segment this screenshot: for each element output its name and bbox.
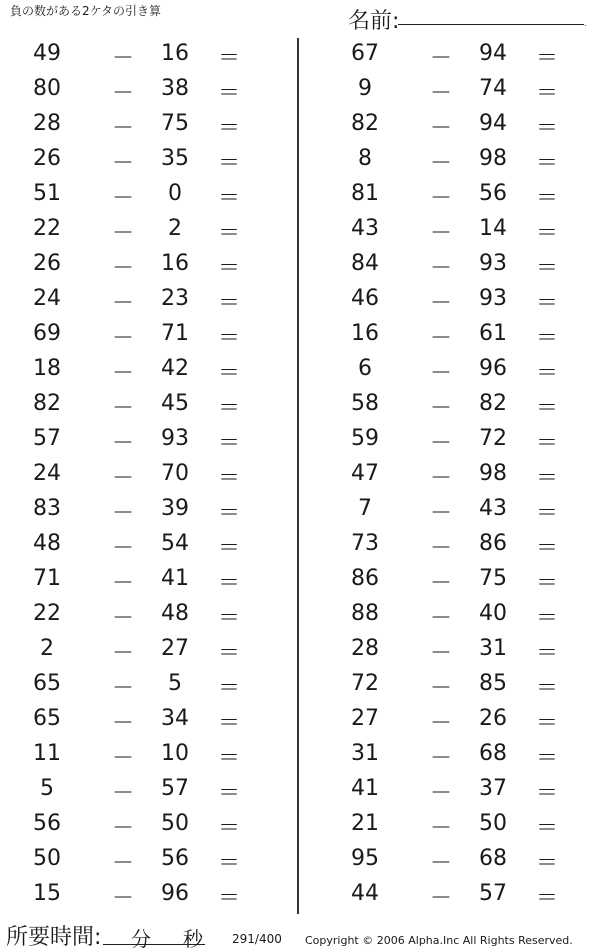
minuend: 59 [351,426,379,451]
minus-sign: － [111,501,134,526]
equals-sign: ＝ [535,466,558,491]
equals-sign: ＝ [535,186,558,211]
minuend: 95 [351,846,379,871]
equals-sign: ＝ [535,361,558,386]
minuend: 43 [351,216,379,241]
minuend: 28 [351,636,379,661]
problem-row [22,251,262,286]
minus-sign: － [429,606,452,631]
minuend: 88 [351,601,379,626]
subtrahend: 54 [161,531,189,556]
problem-row [22,356,262,391]
problem-row [340,111,580,146]
minuend: 65 [33,671,61,696]
minuend: 31 [351,741,379,766]
equals-sign: ＝ [217,186,240,211]
page-number: 291/400 [232,932,282,946]
minus-sign: － [429,536,452,561]
equals-sign: ＝ [535,221,558,246]
problem-row [22,636,262,671]
name-label: 名前: [348,9,400,34]
minus-sign: － [429,711,452,736]
equals-sign: ＝ [535,116,558,141]
problem-row [340,251,580,286]
minus-sign: － [111,606,134,631]
subtrahend: 23 [161,286,189,311]
minus-sign: － [111,396,134,421]
problem-row [22,881,262,916]
problem-row [22,741,262,776]
equals-sign: ＝ [535,536,558,561]
minuend: 69 [33,321,61,346]
minuend: 26 [33,146,61,171]
equals-sign: ＝ [217,501,240,526]
minuend: 27 [351,706,379,731]
minus-sign: － [429,466,452,491]
problem-row [340,391,580,426]
problem-row [340,811,580,846]
subtrahend: 93 [161,426,189,451]
minus-sign: － [111,431,134,456]
subtrahend: 94 [479,41,507,66]
subtrahend: 37 [479,776,507,801]
subtrahend: 70 [161,461,189,486]
minus-sign: － [111,256,134,281]
minuend: 48 [33,531,61,556]
subtrahend: 61 [479,321,507,346]
subtrahend: 93 [479,286,507,311]
minus-sign: － [429,291,452,316]
problem-row [340,881,580,916]
minuend: 49 [33,41,61,66]
minus-sign: － [111,326,134,351]
minus-sign: － [429,46,452,71]
time-label: 所要時間: [6,925,102,950]
minus-sign: － [429,816,452,841]
equals-sign: ＝ [535,326,558,351]
subtrahend: 93 [479,251,507,276]
minus-sign: － [111,151,134,176]
equals-sign: ＝ [217,886,240,911]
problem-row [22,566,262,601]
problem-row [22,321,262,356]
minus-sign: － [111,291,134,316]
equals-sign: ＝ [535,431,558,456]
problem-row [22,776,262,811]
minuend: 86 [351,566,379,591]
subtrahend: 96 [479,356,507,381]
minus-sign: － [429,116,452,141]
minus-sign: － [429,886,452,911]
problem-row [22,426,262,461]
minuend: 7 [358,496,372,521]
problem-row [340,636,580,671]
equals-sign: ＝ [535,46,558,71]
minuend: 56 [33,811,61,836]
equals-sign: ＝ [217,466,240,491]
equals-sign: ＝ [217,81,240,106]
subtrahend: 16 [161,251,189,276]
equals-sign: ＝ [535,571,558,596]
equals-sign: ＝ [217,816,240,841]
minuend: 82 [351,111,379,136]
equals-sign: ＝ [217,361,240,386]
subtrahend: 68 [479,846,507,871]
minus-sign: － [429,431,452,456]
copyright: Copyright © 2006 Alpha.Inc All Rights Reserved. [305,934,573,947]
problem-row [340,286,580,321]
equals-sign: ＝ [217,746,240,771]
equals-sign: ＝ [535,81,558,106]
minus-sign: － [429,151,452,176]
equals-sign: ＝ [217,711,240,736]
problem-row [340,776,580,811]
minuend: 65 [33,706,61,731]
problem-row [22,846,262,881]
minuend: 72 [351,671,379,696]
equals-sign: ＝ [535,816,558,841]
minuend: 47 [351,461,379,486]
minus-sign: － [111,711,134,736]
name-dot: . [584,19,587,28]
subtrahend: 10 [161,741,189,766]
subtrahend: 98 [479,146,507,171]
subtrahend: 50 [479,811,507,836]
minus-sign: － [429,221,452,246]
minuend: 2 [40,636,54,661]
subtrahend: 86 [479,531,507,556]
problem-row [22,496,262,531]
problem-row [22,811,262,846]
problem-row [22,76,262,111]
minuend: 24 [33,461,61,486]
equals-sign: ＝ [217,256,240,281]
minuend: 18 [33,356,61,381]
minus-sign: － [111,81,134,106]
subtrahend: 71 [161,321,189,346]
subtrahend: 68 [479,741,507,766]
subtrahend: 74 [479,76,507,101]
problem-row [22,601,262,636]
minus-sign: － [429,256,452,281]
minuend: 84 [351,251,379,276]
problem-row [22,146,262,181]
subtrahend: 45 [161,391,189,416]
problem-row [340,846,580,881]
subtrahend: 2 [168,216,182,241]
minus-sign: － [429,676,452,701]
equals-sign: ＝ [217,116,240,141]
minus-sign: － [111,816,134,841]
minus-sign: － [429,361,452,386]
minuend: 6 [358,356,372,381]
minus-sign: － [429,81,452,106]
problem-row [22,216,262,251]
minus-sign: － [111,641,134,666]
minus-sign: － [111,851,134,876]
equals-sign: ＝ [217,431,240,456]
minus-sign: － [111,571,134,596]
equals-sign: ＝ [535,746,558,771]
minuend: 16 [351,321,379,346]
minuend: 5 [40,776,54,801]
problem-row [22,461,262,496]
minus-sign: － [429,396,452,421]
minus-sign: － [111,536,134,561]
problem-row [22,706,262,741]
minuend: 73 [351,531,379,556]
minuend: 15 [33,881,61,906]
minuend: 80 [33,76,61,101]
problem-row [340,496,580,531]
problem-row [22,671,262,706]
minuend: 26 [33,251,61,276]
equals-sign: ＝ [217,221,240,246]
subtrahend: 39 [161,496,189,521]
minuend: 57 [33,426,61,451]
subtrahend: 75 [161,111,189,136]
name-blank [398,24,584,25]
subtrahend: 85 [479,671,507,696]
minus-sign: － [429,501,452,526]
subtrahend: 5 [168,671,182,696]
minuend: 71 [33,566,61,591]
equals-sign: ＝ [217,851,240,876]
minus-sign: － [429,641,452,666]
subtrahend: 16 [161,41,189,66]
minus-sign: － [429,571,452,596]
equals-sign: ＝ [535,886,558,911]
equals-sign: ＝ [535,641,558,666]
minus-sign: － [111,886,134,911]
subtrahend: 57 [161,776,189,801]
problem-row [340,216,580,251]
problem-row [340,461,580,496]
equals-sign: ＝ [217,571,240,596]
minuend: 28 [33,111,61,136]
problem-row [340,181,580,216]
minus-sign: － [111,116,134,141]
subtrahend: 56 [479,181,507,206]
equals-sign: ＝ [535,256,558,281]
minutes-unit: 分 [131,927,151,951]
equals-sign: ＝ [535,781,558,806]
subtrahend: 96 [161,881,189,906]
problem-row [340,41,580,76]
minuend: 22 [33,601,61,626]
subtrahend: 72 [479,426,507,451]
minuend: 51 [33,181,61,206]
subtrahend: 0 [168,181,182,206]
subtrahend: 94 [479,111,507,136]
problem-row [340,671,580,706]
subtrahend: 48 [161,601,189,626]
equals-sign: ＝ [535,676,558,701]
subtrahend: 27 [161,636,189,661]
minus-sign: － [429,326,452,351]
subtrahend: 41 [161,566,189,591]
problem-row [22,111,262,146]
problem-row [340,566,580,601]
equals-sign: ＝ [217,676,240,701]
problem-row [22,286,262,321]
minus-sign: － [111,361,134,386]
subtrahend: 26 [479,706,507,731]
minus-sign: － [429,781,452,806]
problem-row [340,146,580,181]
minus-sign: － [111,781,134,806]
subtrahend: 38 [161,76,189,101]
minus-sign: － [111,676,134,701]
subtrahend: 56 [161,846,189,871]
minuend: 82 [33,391,61,416]
equals-sign: ＝ [535,291,558,316]
equals-sign: ＝ [535,606,558,631]
equals-sign: ＝ [217,151,240,176]
equals-sign: ＝ [217,781,240,806]
minuend: 24 [33,286,61,311]
minus-sign: － [111,186,134,211]
minuend: 8 [358,146,372,171]
minus-sign: － [111,46,134,71]
subtrahend: 34 [161,706,189,731]
equals-sign: ＝ [535,151,558,176]
subtrahend: 42 [161,356,189,381]
minuend: 41 [351,776,379,801]
problem-row [22,41,262,76]
worksheet-title: 負の数がある2ケタの引き算 [10,4,162,18]
minuend: 50 [33,846,61,871]
subtrahend: 40 [479,601,507,626]
subtrahend: 50 [161,811,189,836]
problem-row [340,601,580,636]
minuend: 46 [351,286,379,311]
subtrahend: 75 [479,566,507,591]
equals-sign: ＝ [217,46,240,71]
subtrahend: 82 [479,391,507,416]
minus-sign: － [111,746,134,771]
subtrahend: 14 [479,216,507,241]
equals-sign: ＝ [217,396,240,421]
minus-sign: － [111,221,134,246]
problem-row [340,426,580,461]
equals-sign: ＝ [217,536,240,561]
equals-sign: ＝ [535,711,558,736]
minus-sign: － [111,466,134,491]
minuend: 11 [33,741,61,766]
minuend: 9 [358,76,372,101]
minuend: 67 [351,41,379,66]
minus-sign: － [429,186,452,211]
minuend: 58 [351,391,379,416]
problem-row [340,741,580,776]
minus-sign: － [429,851,452,876]
seconds-unit: 秒 [183,927,203,951]
subtrahend: 98 [479,461,507,486]
problem-row [340,356,580,391]
problem-row [340,76,580,111]
subtrahend: 31 [479,636,507,661]
minuend: 81 [351,181,379,206]
equals-sign: ＝ [535,396,558,421]
problem-row [340,531,580,566]
problem-row [22,391,262,426]
minuend: 44 [351,881,379,906]
minuend: 21 [351,811,379,836]
problem-row [340,706,580,741]
equals-sign: ＝ [535,501,558,526]
column-divider [297,38,299,914]
minuend: 22 [33,216,61,241]
minus-sign: － [429,746,452,771]
equals-sign: ＝ [217,291,240,316]
equals-sign: ＝ [217,606,240,631]
equals-sign: ＝ [217,326,240,351]
equals-sign: ＝ [217,641,240,666]
problem-row [22,181,262,216]
minuend: 83 [33,496,61,521]
equals-sign: ＝ [535,851,558,876]
subtrahend: 57 [479,881,507,906]
subtrahend: 35 [161,146,189,171]
problem-row [340,321,580,356]
problem-row [22,531,262,566]
subtrahend: 43 [479,496,507,521]
